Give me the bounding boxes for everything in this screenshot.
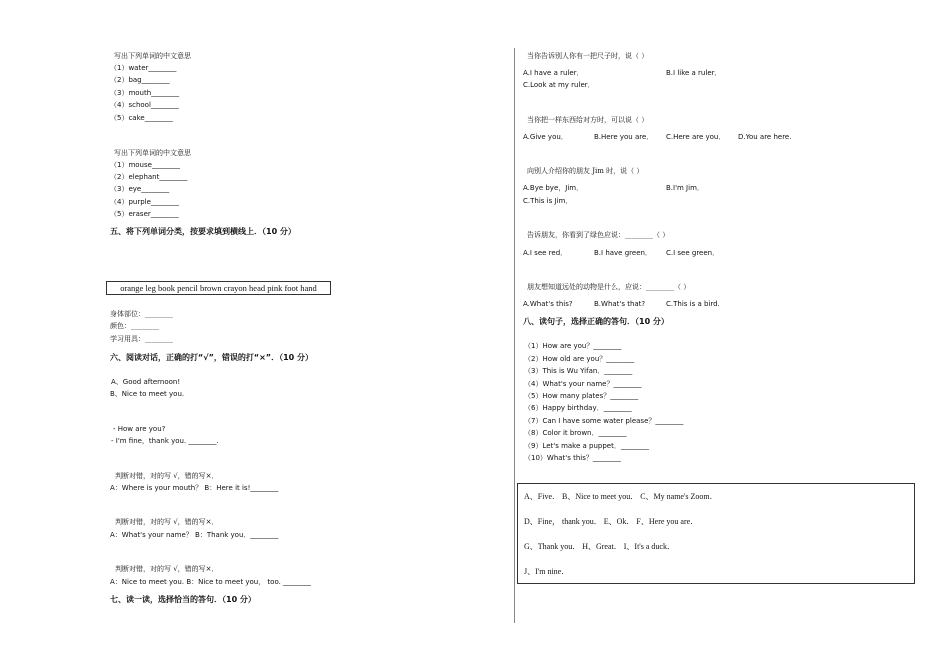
q2-option-a: A.Give you． bbox=[523, 133, 568, 141]
q4-stem: 告诉朋友，你看到了绿色应说：________（ ） bbox=[527, 231, 670, 239]
s8-item-2: （2）How old are you？________ bbox=[524, 355, 635, 363]
s1-item-2: （2）bag________ bbox=[110, 76, 170, 84]
q5-option-a: A.What's this? bbox=[523, 300, 573, 308]
q1-option-b: B.I like a ruler． bbox=[666, 69, 722, 77]
q5-stem: 朋友想知道远处的动物是什么，应说：________（ ） bbox=[527, 283, 691, 291]
dialog-5: A：Nice to meet you. B：Nice to meet you， too. ________ bbox=[110, 578, 312, 586]
s8-item-3: （3）This is Wu Yifan．________ bbox=[524, 367, 633, 375]
q2-option-d: D.You are here. bbox=[738, 133, 792, 141]
s2-title: 写出下列单词的中文意思 bbox=[114, 149, 191, 157]
dialog-2-line-a: - How are you? bbox=[113, 425, 166, 433]
q4-option-b: B.I have green． bbox=[594, 249, 652, 257]
s1-item-4: （4）school________ bbox=[110, 101, 179, 109]
q1-option-a: A.I have a ruler． bbox=[523, 69, 584, 77]
q5-option-c: C.This is a bird. bbox=[666, 300, 720, 308]
category-school: 学习用具：________ bbox=[110, 335, 173, 343]
dialog-1-line-b: B、Nice to meet you. bbox=[110, 390, 185, 398]
options-line-2: D、Fine， thank you． E、Ok． F、Here you are． bbox=[524, 517, 699, 526]
dialog-3: A：Where is your mouth？ B：Here it is!________ bbox=[110, 484, 279, 492]
s8-item-7: （7）Can I have some water please？________ bbox=[524, 417, 684, 425]
q3-stem: 向别人介绍你的朋友 Jim 时，说（ ） bbox=[527, 167, 644, 175]
q4-option-a: A.I see red． bbox=[523, 249, 568, 257]
options-line-3: G、Thank you． H、Great． I、It's a duck． bbox=[524, 542, 675, 551]
s8-item-6: （6）Happy birthday．________ bbox=[524, 404, 632, 412]
s2-item-3: （3）eye________ bbox=[110, 185, 170, 193]
s8-item-4: （4）What's your name？________ bbox=[524, 380, 642, 388]
q4-option-c: C.I see green． bbox=[666, 249, 720, 257]
category-color: 颜色：________ bbox=[110, 322, 159, 330]
s1-item-3: （3）mouth________ bbox=[110, 89, 180, 97]
dialog-1-line-a: A、Good afternoon! bbox=[111, 378, 181, 386]
section-6-heading: 六、阅读对话，正确的打“√”，错误的打“×”．（10 分） bbox=[110, 353, 313, 362]
dialog-2-line-b: - I'm fine，thank you. ________. bbox=[111, 437, 219, 445]
judge-title-1: 判断对错，对的写 √，错的写×． bbox=[115, 472, 219, 480]
q2-option-b: B.Here you are． bbox=[594, 133, 654, 141]
dialog-4: A：What's your name？ B：Thank you．________ bbox=[110, 531, 279, 539]
s2-item-5: （5）eraser________ bbox=[110, 210, 179, 218]
section-7-heading: 七、读一读，选择恰当的答句．（10 分） bbox=[110, 595, 256, 604]
section-5-heading: 五、将下列单词分类，按要求填到横线上．（10 分） bbox=[110, 227, 296, 236]
judge-title-2: 判断对错，对的写 √，错的写×． bbox=[115, 518, 219, 526]
s8-item-5: （5）How many plates？________ bbox=[524, 392, 639, 400]
word-bank-box: orange leg book pencil brown crayon head pink foot hand bbox=[106, 281, 331, 295]
s8-item-8: （8）Color it brown．________ bbox=[524, 429, 627, 437]
q3-option-c: C.This is Jim． bbox=[523, 197, 573, 205]
options-line-1: A、Five． B、Nice to meet you． C、My name's Zoom． bbox=[524, 492, 718, 501]
s1-title: 写出下列单词的中文意思 bbox=[114, 52, 191, 60]
s1-item-1: （1）water________ bbox=[110, 64, 177, 72]
s1-item-5: （5）cake________ bbox=[110, 114, 173, 122]
q1-option-c: C.Look at my ruler． bbox=[523, 81, 595, 89]
s8-item-10: （10）What's this？________ bbox=[524, 454, 621, 462]
q2-stem: 当你把一样东西给对方时，可以说（ ） bbox=[527, 116, 649, 124]
answer-options-box bbox=[517, 483, 915, 584]
q5-option-b: B.What's that? bbox=[594, 300, 646, 308]
q3-option-b: B.I'm Jim． bbox=[666, 184, 704, 192]
judge-title-3: 判断对错，对的写 √，错的写×． bbox=[115, 565, 219, 573]
s2-item-4: （4）purple________ bbox=[110, 198, 179, 206]
s8-item-1: （1）How are you？________ bbox=[524, 342, 622, 350]
category-body: 身体部位：________ bbox=[110, 310, 173, 318]
q2-option-c: C.Here are you． bbox=[666, 133, 726, 141]
s2-item-2: （2）elephant________ bbox=[110, 173, 188, 181]
q3-option-a: A.Bye bye，Jim． bbox=[523, 184, 584, 192]
q1-stem: 当你告诉别人你有一把尺子时，说（ ） bbox=[527, 52, 649, 60]
s2-item-1: （1）mouse________ bbox=[110, 161, 180, 169]
s8-item-9: （9）Let's make a puppet．________ bbox=[524, 442, 649, 450]
section-8-heading: 八、读句子，选择正确的答句．（10 分） bbox=[523, 317, 669, 326]
column-divider bbox=[514, 48, 515, 623]
options-line-4: J、I'm nine． bbox=[524, 567, 570, 576]
